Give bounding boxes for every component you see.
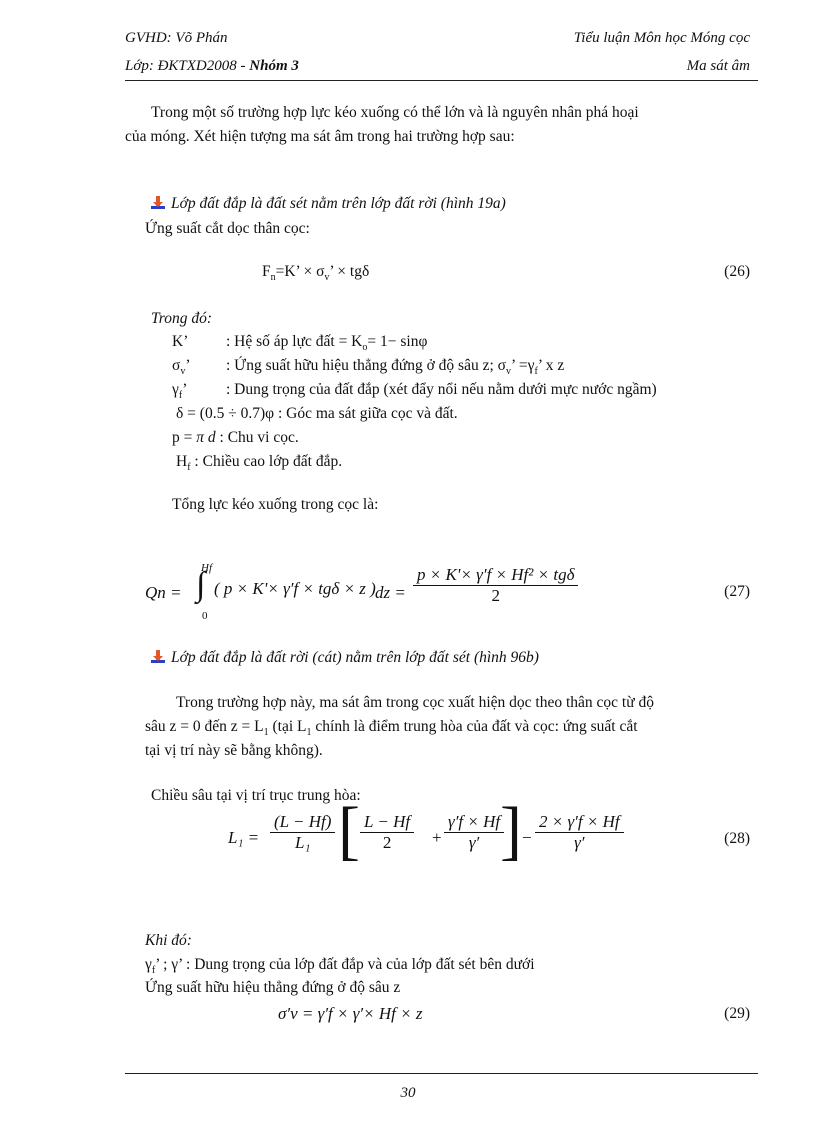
where-k-desc: [226, 333, 427, 353]
where-gf-desc: : Dung trọng của đất đắp (xét đẩy nổi nếu nằm dưới mực nước ngầm): [226, 381, 657, 398]
case2-p2-a: sâu z = 0 đến z = L: [145, 718, 264, 735]
header-left-bottom: [125, 58, 299, 75]
eq29-number: (29): [724, 1005, 750, 1022]
sv-sym: σ: [172, 357, 181, 374]
then-title: Khi đó:: [145, 932, 192, 949]
where-title: Trong đó:: [151, 310, 213, 327]
hf-sub: f: [187, 462, 191, 474]
eq28-minus: −: [522, 828, 532, 847]
p-line-b: : Chu vi cọc.: [215, 429, 299, 446]
where-sv-sym: [172, 357, 191, 377]
eq26-sub-v: v: [324, 272, 330, 284]
footer-rule: [125, 1073, 758, 1074]
case2-p2-sub: 1: [263, 727, 269, 739]
case2-heading-text: Lớp đất đắp là đất rời (cát) nằm trên lớp đất sét (hình 96b): [171, 649, 539, 666]
eq26-sub-n: n: [270, 272, 276, 284]
header-class: Lớp: ĐKTXD2008 -: [125, 58, 250, 74]
eq28-f4-den: γ′: [574, 833, 585, 852]
eq27-upper: Hf: [201, 562, 212, 574]
where-hf: [176, 453, 342, 473]
hf-desc: : Chiều cao lớp đất đắp.: [190, 453, 343, 470]
eq27-frac-num: p × K'× γ′f × Hf² × tgδ: [413, 565, 578, 586]
eq28-f1-den: L₁: [295, 833, 311, 852]
integral-sign: ∫: [196, 566, 206, 603]
sv-desc-text: : Ứng suất hữu hiệu thẳng đứng ở độ sâu z; σ: [226, 357, 506, 374]
eq26-tail: ’ × tgδ: [329, 263, 370, 280]
hf-sym: H: [176, 453, 188, 470]
sv-desc-sub: v: [506, 366, 511, 378]
intro-line-1: Trong một số trường hợp lực kéo xuống có thể lớn và là nguyên nhân phá hoại: [151, 104, 639, 121]
eq27-number: (27): [724, 583, 750, 600]
eq27-lower: 0: [202, 610, 208, 622]
case2-heading: [151, 649, 539, 667]
depth-label: Chiều sâu tại vị trí trục trung hòa:: [151, 787, 361, 804]
then-stress-label: Ứng suất hữu hiệu thẳng đứng ở độ sâu z: [145, 979, 401, 996]
total-label: Tổng lực kéo xuống trong cọc là:: [172, 496, 379, 513]
header-right-bottom: Ma sát âm: [686, 58, 750, 74]
eq27-integrand-text: p × K'× γ′f × tgδ × z: [223, 579, 366, 598]
where-sv-desc: [226, 357, 564, 377]
k-desc-tail: = 1− sinφ: [367, 333, 428, 350]
case2-p2-b: (tại L: [268, 718, 307, 735]
eq27-lhs: Qn =: [145, 583, 182, 602]
then-gamma-tail: ’ ; γ’ : Dung trọng của lớp đất đắp và của lớp đất sét bên dưới: [155, 956, 535, 973]
sv-sym-sup: ’: [185, 357, 191, 374]
eq28-lbracket: [: [338, 794, 360, 867]
case2-para-3: tại vị trí này sẽ bằng không).: [145, 742, 323, 759]
gf-sym: γ: [172, 381, 179, 398]
eq28-f1-num: (L − Hf): [270, 812, 335, 833]
eq29: σ′v = γ′f × γ′× Hf × z: [278, 1004, 423, 1023]
case2-para-1: Trong trường hợp này, ma sát âm trong cọc xuất hiện dọc theo thân cọc từ độ: [176, 694, 655, 711]
eq28-f4-num: 2 × γ′f × Hf: [535, 812, 624, 833]
case1-heading: [151, 195, 506, 213]
eq28-f3-num: γ′f × Hf: [444, 812, 504, 833]
eq28-number: (28): [724, 830, 750, 847]
gf-sym-sub: f: [178, 390, 183, 402]
eq27-integrand: ( p × K'× γ′f × tgδ × z ): [214, 579, 376, 598]
case2-p2-c: chính là điểm trung hòa của đất và cọc: ứng suất cắt: [311, 718, 638, 735]
arrow-bullet-icon: [151, 650, 165, 664]
eq28-frac2: [360, 812, 414, 853]
case2-p2-sub2: 1: [306, 727, 312, 739]
then-gamma: γ: [145, 956, 152, 973]
header-right-top: Tiểu luận Môn học Móng cọc: [573, 30, 750, 46]
where-delta: δ = (0.5 ÷ 0.7)φ : Góc ma sát giữa cọc và đất.: [176, 405, 458, 422]
where-p: [172, 429, 299, 447]
where-gf-sym: [172, 381, 187, 401]
page-number: 30: [400, 1085, 416, 1101]
sv-desc-sub2: f: [534, 366, 538, 378]
eq27-dz: dz =: [375, 583, 406, 602]
eq28-f2-num: L − Hf: [360, 812, 414, 833]
eq26-f: F: [262, 263, 271, 280]
case2-para-2: [145, 718, 638, 738]
eq26-k: =K’ × σ: [275, 263, 325, 280]
gf-sym-sup: ’: [182, 381, 188, 398]
eq26-number: (26): [724, 263, 750, 280]
eq28-frac3: [444, 812, 504, 853]
where-k-sym: K’: [172, 333, 189, 350]
header-group: Nhóm 3: [249, 58, 299, 74]
then-gamma-line: [145, 956, 535, 976]
header-left-top: GVHD: Võ Phán: [125, 30, 228, 46]
sv-desc-tail: ’ =γ: [511, 357, 535, 374]
eq28-f3-den: γ′: [468, 833, 480, 852]
p-line-pi: π d: [196, 429, 216, 446]
eq28-frac4: [535, 812, 624, 853]
case1-heading-text: Lớp đất đắp là đất sét nằm trên lớp đất rời (hình 19a): [171, 195, 506, 212]
eq28-f2-den: 2: [382, 833, 392, 852]
p-line-a: p =: [172, 429, 197, 446]
sv-sym-sub: v: [180, 366, 186, 378]
intro-line-2: của móng. Xét hiện tượng ma sát âm trong hai trường hợp sau:: [125, 128, 515, 145]
k-desc-text: : Hệ số áp lực đất = K: [226, 333, 363, 350]
eq28-lhs: L₁ =: [228, 828, 260, 847]
eq27-frac-den: 2: [491, 586, 500, 605]
eq28-rbracket: ]: [500, 794, 522, 867]
eq28-frac1: [270, 812, 335, 853]
arrow-bullet-icon: [151, 196, 165, 210]
eq27-fraction: [413, 565, 578, 606]
header-rule: [125, 80, 758, 81]
sv-desc-end: ’ x z: [537, 357, 565, 374]
eq26: [262, 263, 369, 283]
case1-stress-label: Ứng suất cắt dọc thân cọc:: [145, 220, 310, 237]
k-desc-sub: o: [362, 342, 368, 354]
then-gamma-sub: f: [151, 965, 156, 977]
eq28-plus: +: [432, 828, 442, 847]
